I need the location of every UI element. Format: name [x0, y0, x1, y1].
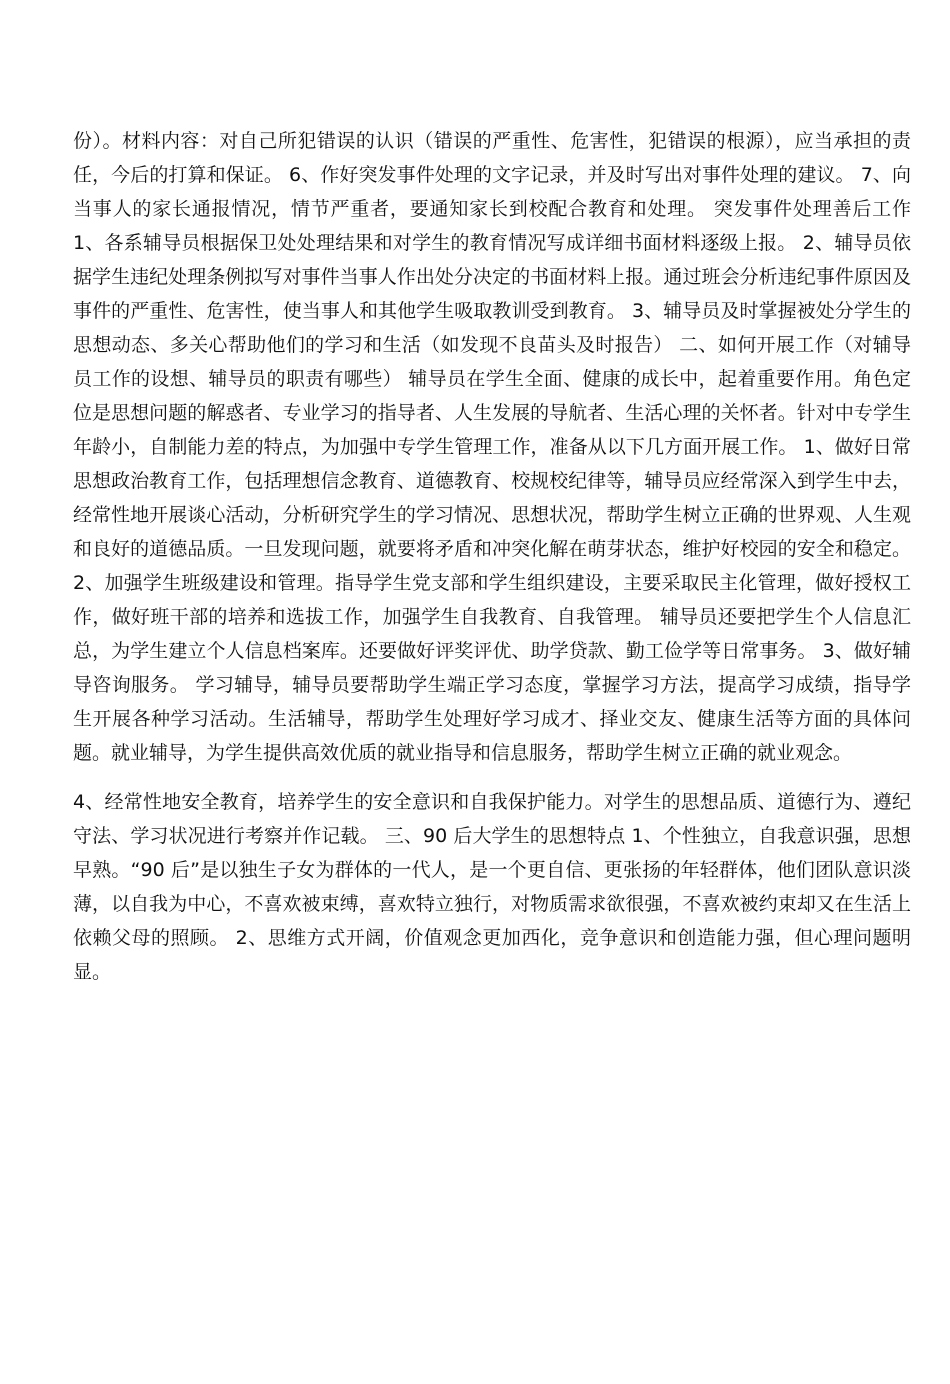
body-paragraph-2: 4、经常性地安全教育，培养学生的安全意识和自我保护能力。对学生的思想品质、道德行为、遵纪守法、学习状况进行考察并作记载。 三、90 后大学生的思想特点 1、个性独立，自我意识强，思想早熟。“90 后”是以独生子女为群体的一代人，是一个更自信、更张扬的年轻群体，他们团队意识淡薄，以自我为中心，不喜欢被束缚，喜欢特立独行，对物质需求欲很强，不喜欢被约束却又在生活上依赖父母的照顾。 2、思维方式开阔，价值观念更加西化，竞争意识和创造能力强，但心理问题明显。: [73, 791, 911, 983]
document-page: [73, 124, 911, 989]
body-paragraph-1: 份）。材料内容：对自己所犯错误的认识（错误的严重性、危害性，犯错误的根源），应当承担的责任，今后的打算和保证。 6、作好突发事件处理的文字记录，并及时写出对事件处理的建议。 7、向当事人的家长通报情况，情节严重者，要通知家长到校配合教育和处理。 突发事件处理善后工作 1、各系辅导员根据保卫处处理结果和对学生的教育情况写成详细书面材料逐级上报。 2、辅导员依据学生违纪处理条例拟写对事件当事人作出处分决定的书面材料上报。通过班会分析违纪事件原因及事件的严重性、危害性，使当事人和其他学生吸取教训受到教育。 3、辅导员及时掌握被处分学生的思想动态、多关心帮助他们的学习和生活（如发现不良苗头及时报告） 二、如何开展工作（对辅导员工作的设想、辅导员的职责有哪些） 辅导员在学生全面、健康的成长中，起着重要作用。角色定位是思想问题的解惑者、专业学习的指导者、人生发展的导航者、生活心理的关怀者。针对中专学生年龄小，自制能力差的特点，为加强中专学生管理工作，准备从以下几方面开展工作。 1、做好日常思想政治教育工作，包括理想信念教育、道德教育、校规校纪律等，辅导员应经常深入到学生中去，经常性地开展谈心活动，分析研究学生的学习情况、思想状况，帮助学生树立正确的世界观、人生观和良好的道德品质。一旦发现问题，就要将矛盾和冲突化解在萌芽状态，维护好校园的安全和稳定。 2、加强学生班级建设和管理。指导学生党支部和学生组织建设，主要采取民主化管理，做好授权工作，做好班干部的培养和选拔工作，加强学生自我教育、自我管理。 辅导员还要把学生个人信息汇总，为学生建立个人信息档案库。还要做好评奖评优、助学贷款、勤工俭学等日常事务。 3、做好辅导咨询服务。 学习辅导，辅导员要帮助学生端正学习态度，掌握学习方法，提高学习成绩，指导学生开展各种学习活动。生活辅导，帮助学生处理好学习成才、择业交友、健康生活等方面的具体问题。就业辅导，为学生提供高效优质的就业指导和信息服务，帮助学生树立正确的就业观念。: [73, 130, 911, 764]
